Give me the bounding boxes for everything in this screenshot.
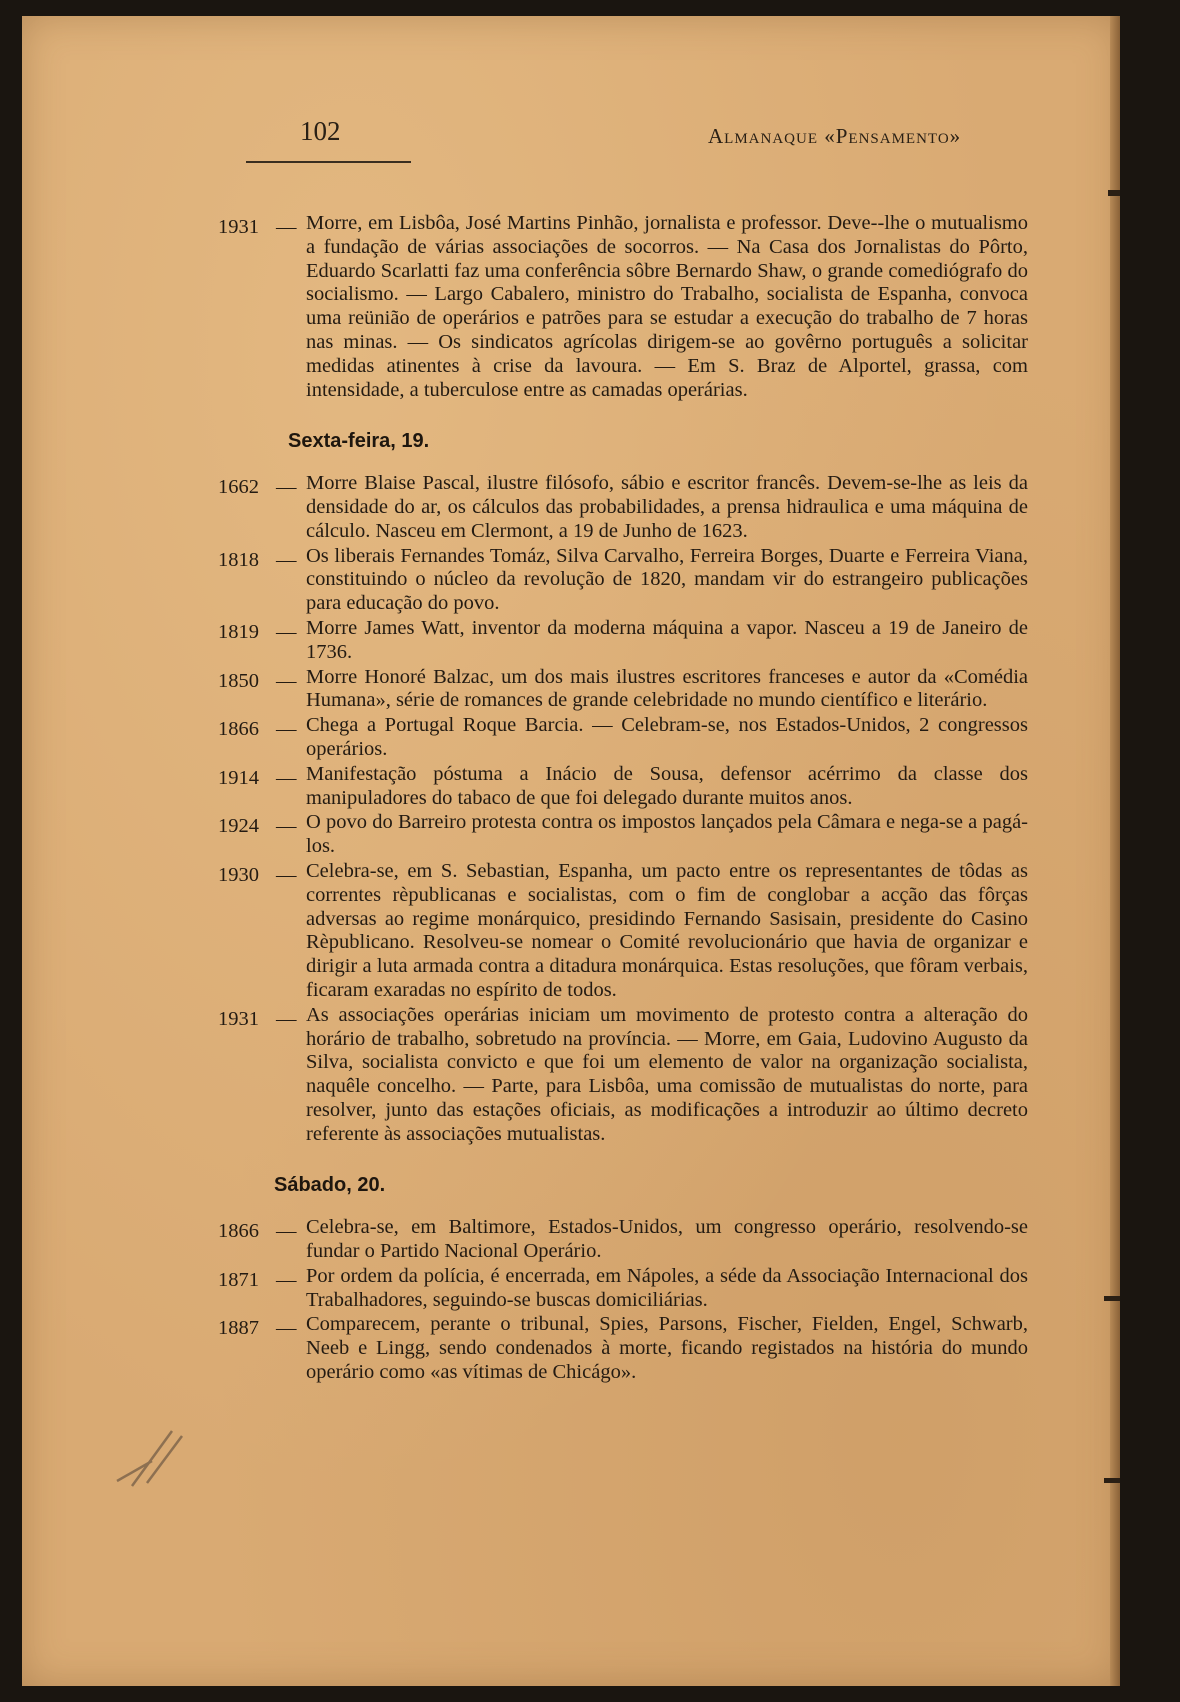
entry-year: 1931 [218, 1007, 259, 1030]
entry-dash: — [276, 669, 297, 692]
entry-1931-b [218, 1004, 1028, 1147]
entry-year: 1866 [218, 1220, 259, 1243]
binding-mark-icon [1104, 1478, 1120, 1483]
binding-mark-icon [1108, 190, 1120, 196]
section-sexta-feira [218, 430, 1028, 1146]
entry-1866-b [218, 1216, 1028, 1264]
entry-dash: — [276, 476, 297, 499]
entry-dash: — [276, 863, 297, 886]
entry-year: 1914 [218, 766, 259, 789]
entry-year: 1818 [218, 548, 259, 571]
entry-year: 1850 [218, 669, 259, 692]
entry-1914 [218, 763, 1028, 811]
entry-dash: — [276, 620, 297, 643]
entry-year: 1871 [218, 1268, 259, 1291]
entry-text: O povo do Barreiro protesta contra os impostos lançados pela Câmara e nega-se a pagá-los. [306, 811, 1028, 858]
entry-1887 [218, 1313, 1028, 1384]
entry-dash: — [276, 216, 297, 238]
entry-1850 [218, 666, 1028, 714]
section-continuation [218, 212, 1028, 402]
entry-text: Celebra-se, em S. Sebastian, Espanha, um pacto entre os representantes de tôdas as correntes rèpublicanas e socialistas, com o fim de conglobar a acção das fôrças adversas ao regime monárquico, presidindo Fernando Sasisain, presidente do Casino Rèpublicano. Resolveu-se nomear o Comité revolucionário que havia de organizar e dirigir a luta armada contra a ditadura monárquica. Estas resoluções, que fôram verbais, ficaram exaradas no espírito de todos. [306, 859, 1028, 1001]
entry-text: Chega a Portugal Roque Barcia. — Celebram-se, nos Estados-Unidos, 2 congressos operários. [306, 714, 1028, 760]
entry-year: 1924 [218, 815, 259, 838]
day-heading: Sábado, 20. [274, 1174, 386, 1197]
entry-1931-a [218, 212, 1028, 402]
entry-dash: — [276, 548, 297, 571]
entry-1818 [218, 545, 1028, 616]
entry-year: 1866 [218, 718, 259, 741]
header-rule [246, 161, 411, 163]
entry-year: 1819 [218, 620, 259, 643]
entry-dash: — [276, 1220, 297, 1243]
running-title: Almanaque «Pensamento» [708, 124, 962, 148]
entry-year: 1930 [218, 863, 259, 886]
entry-dash: — [276, 1268, 297, 1291]
entry-text: Morre Honoré Balzac, um dos mais ilustres escritores franceses e autor da «Comédia Humana», série de romances de grande celebridade no mundo científico e literário. [306, 665, 1028, 712]
entry-dash: — [276, 1317, 297, 1340]
entry-text: Manifestação póstuma a Inácio de Sousa, defensor acérrimo da classe dos manipuladores do tabaco de que foi delegado durante muitos anos. [306, 762, 1028, 809]
entry-1930 [218, 860, 1028, 1003]
pencil-mark-icon [112, 1421, 192, 1491]
entry-text: Por ordem da polícia, é encerrada, em Nápoles, a séde da Associação Internacional dos Trabalhadores, seguindo-se buscas domiciliárias. [306, 1264, 1028, 1311]
section-sabado [218, 1174, 1028, 1384]
page-edge [1110, 16, 1120, 1686]
entry-dash: — [276, 766, 297, 789]
entry-text: Os liberais Fernandes Tomáz, Silva Carvalho, Ferreira Borges, Duarte e Ferreira Viana, constituindo o núcleo da revolução de 1820, mandam vir do estrangeiro publicações para educação do povo. [306, 544, 1028, 615]
entry-1871 [218, 1265, 1028, 1313]
entry-1662 [218, 472, 1028, 543]
entry-year: 1887 [218, 1317, 259, 1340]
entry-1924 [218, 811, 1028, 859]
entry-text: As associações operárias iniciam um movimento de protesto contra a alteração do horário de trabalho, sobretudo na província. — Morre, em Gaia, Ludovino Augusto da Silva, socialista convicto e que foi um elemento de valor na organização socialista, naquêle concelho. — Parte, para Lisbôa, uma comissão de mutualistas do norte, para resolver, junto das estações oficiais, as modificações a introduzir ao último decreto referente às associações mutualistas. [306, 1003, 1028, 1145]
entry-1819 [218, 617, 1028, 665]
binding-mark-icon [1104, 1296, 1120, 1301]
entry-text: Morre, em Lisbôa, José Martins Pinhão, jornalista e professor. Deve--lhe o mutualismo a fundação de várias associações de socorros. — Na Casa dos Jornalistas do Pôrto, Eduardo Scarlatti faz uma conferência sôbre Bernardo Shaw, o grande comediógrafo do socialismo. — Largo Cabalero, ministro do Trabalho, socialista de Espanha, convoca uma reünião de operários e patrões para se estudar a execução do trabalho de 7 horas nas minas. — Os sindicatos agrícolas dirigem-se ao govêrno português a solicitar medidas atinentes à crise da lavoura. — Em S. Braz de Alportel, grassa, com intensidade, a tuberculose entre as camadas operárias. [306, 212, 1028, 401]
entry-text: Celebra-se, em Baltimore, Estados-Unidos, um congresso operário, resolvendo-se fundar o Partido Nacional Operário. [306, 1216, 1028, 1263]
entry-text: Morre Blaise Pascal, ilustre filósofo, sábio e escritor francês. Devem-se-lhe as leis da densidade do ar, os cálculos das probabilidades, a prensa hidraulica e uma máquina de cálculo. Nasceu em Clermont, a 19 de Junho de 1623. [306, 472, 1028, 542]
entry-year: 1662 [218, 476, 259, 499]
entry-text: Comparecem, perante o tribunal, Spies, Parsons, Fischer, Fielden, Engel, Schwarb, Neeb e Lingg, sendo condenados à morte, ficando registados na história do mundo operário como «as vítimas de Chicágo». [306, 1313, 1028, 1384]
page-content [218, 212, 1028, 1386]
book-page [22, 16, 1120, 1686]
entry-dash: — [276, 1007, 297, 1030]
entry-dash: — [276, 718, 297, 741]
entry-text: Morre James Watt, inventor da moderna máquina a vapor. Nasceu a 19 de Janeiro de 1736. [306, 616, 1028, 663]
page-number: 102 [300, 116, 341, 146]
entry-dash: — [276, 815, 297, 838]
day-heading: Sexta-feira, 19. [288, 430, 430, 453]
entry-1866-a [218, 714, 1028, 762]
entry-year: 1931 [218, 216, 259, 238]
